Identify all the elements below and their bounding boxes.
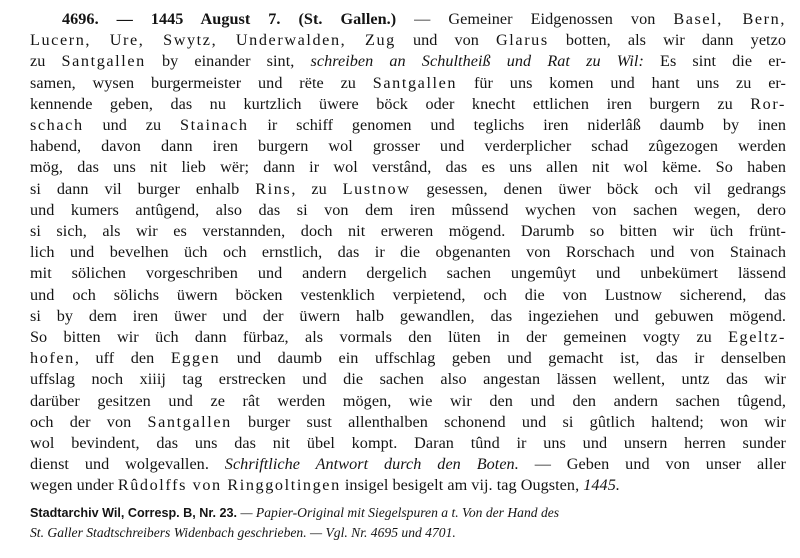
- text-segment: zu: [30, 52, 62, 71]
- entry-date-heading: — 1445 August 7. (St. Gallen.): [116, 10, 397, 28]
- text-segment: burger sust allenthalben schonend und si gûtlich haltend; won wir: [231, 412, 786, 431]
- text-line: [30, 9, 786, 30]
- spaced-name: Ror-: [750, 94, 786, 113]
- text-segment: ir schiff genomen und teglichs iren niderlâß daumb by inen: [248, 116, 787, 135]
- spaced-name: schach: [30, 116, 84, 135]
- text-line: [30, 306, 786, 327]
- text-segment: insigel besigelt am vij. tag Ougsten,: [340, 476, 584, 495]
- text-line: [30, 157, 786, 178]
- text-segment: wol bevindent, das uns das nit übel kompt. Daran tûnd ir uns und unsern herren sunder: [30, 434, 786, 453]
- text-line: [30, 30, 786, 51]
- spaced-name: Santgallen: [147, 412, 232, 431]
- text-segment: lich und bevelhen üch och ernstlich, das ir die obgenanten von Rorschach und von Stainach: [30, 243, 786, 262]
- text-segment: mit sölichen vorgeschriben und andern dergelich sachen ungemûyt und unbekümert lässend: [30, 264, 786, 283]
- text-segment: So bitten wir üch dann fürbaz, als vormals den lüten in der gemeinen vogty zu: [30, 328, 729, 347]
- archive-source: Stadtarchiv Wil, Corresp. B, Nr. 23.: [30, 505, 238, 520]
- text-segment: och der von: [30, 412, 148, 431]
- text-segment: darüber gesitzen und ze rât werden mögen, wie wir den und den andern sachen tûgend,: [30, 391, 786, 410]
- text-segment: si by dem iren üwer und der üwern halb gewandlen, das ingeziehen und gebuwen mögend.: [30, 306, 786, 325]
- text-segment: und och sölichs üwern böcken vestenklich verpietend, och die von Lustnow sicherend, das: [30, 285, 786, 304]
- text-line: [30, 51, 786, 72]
- text-line: [30, 412, 786, 433]
- text-line: [30, 263, 786, 284]
- text-segment: und zu: [83, 116, 180, 135]
- text-segment: kennende geben, das nu kurtzlich üwere böck oder knecht ettlichen iren burgern zu: [30, 94, 751, 113]
- text-segment: gesessen, denen üwer böck och vil gedrangs: [410, 179, 786, 198]
- spaced-name: Basel, Bern,: [673, 10, 786, 28]
- text-line: [30, 391, 786, 412]
- text-segment: habend, davon dann iren burgern wol grosser und verderplicher schad zûgezogen werden: [30, 137, 786, 156]
- text-line: [30, 200, 786, 221]
- text-segment: und von: [395, 31, 497, 50]
- text-segment: , uff den: [74, 349, 171, 368]
- spaced-name: Eggen: [170, 349, 221, 368]
- spaced-name: Santgallen: [61, 52, 146, 71]
- text-line: [30, 327, 786, 348]
- document-entry: [30, 9, 786, 497]
- footnote-line-2: St. Galler Stadtschreibers Widenbach geschrieben. — Vgl. Nr. 4695 und 4701.: [30, 524, 456, 540]
- text-line: [30, 242, 786, 263]
- text-segment: — Gemeiner Eidgenossen von: [396, 10, 674, 28]
- spaced-name: Lucern, Ure, Swytz, Underwalden, Zug: [30, 31, 396, 50]
- text-segment: Es sint die er-: [643, 52, 787, 71]
- footnote-description: — Papier-Original mit Siegelspuren a t. Von der Hand des: [237, 504, 560, 520]
- italic-note: Schriftliche Antwort durch den Boten.: [224, 455, 519, 474]
- text-segment: by einander sint,: [145, 52, 311, 71]
- text-line: [30, 475, 786, 496]
- text-line: [30, 369, 786, 390]
- text-line: [30, 136, 786, 157]
- text-line: [30, 454, 786, 475]
- text-line: [30, 348, 786, 369]
- text-line: [30, 115, 786, 136]
- text-line: [30, 285, 786, 306]
- text-segment: mög, das uns nit lieb wër; dann ir wol verstând, das es uns allen nit wol këme. So haben: [30, 158, 786, 177]
- italic-note: 1445.: [583, 476, 620, 495]
- text-line: [30, 179, 786, 200]
- text-line: [30, 94, 786, 115]
- italic-note: schreiben an Schultheiß und Rat zu Wil:: [310, 52, 644, 71]
- text-segment: si dann vil burger enhalb: [30, 179, 256, 198]
- spaced-name: Santgallen: [372, 73, 458, 92]
- text-line: [30, 433, 786, 454]
- footnote: [30, 503, 786, 542]
- text-segment: , zu: [291, 179, 343, 198]
- spaced-name: Stainach: [179, 116, 249, 135]
- text-segment: uffslag noch xiiij tag erstrecken und die sachen also angestan lässen wellent, untz das wir: [30, 370, 786, 389]
- text-segment: und kumers antûgend, also das si von dem iren mûssend wychen von sachen wegen, dero: [30, 200, 786, 219]
- spaced-name: Rins: [255, 179, 292, 198]
- text-segment: und daumb ein uffschlag geben und gemacht ist, das ir denselben: [220, 349, 786, 368]
- text-segment: samen, wysen burgermeister und rëte zu: [30, 73, 373, 92]
- text-segment: für uns komen und hant uns zu er-: [457, 73, 786, 92]
- text-line: [30, 73, 786, 94]
- text-segment: wegen under: [30, 476, 118, 495]
- footnote-line-1: [30, 503, 786, 523]
- spaced-name: hofen: [30, 349, 75, 368]
- text-segment: botten, als wir dann yetzo: [548, 31, 786, 50]
- spaced-name: Lustnow: [342, 179, 411, 198]
- spaced-name: Glarus: [496, 31, 549, 50]
- text-segment: dienst und wolgevallen.: [30, 455, 225, 474]
- spaced-name: Egeltz-: [728, 328, 786, 347]
- text-line: [30, 221, 786, 242]
- text-segment: si sich, als wir es verstannden, doch nit erweren mögend. Darumb so bitten wir üch frünt-: [30, 222, 786, 241]
- spaced-name: Rûdolffs von Ringgoltingen: [117, 476, 341, 495]
- entry-number: 4696.: [62, 10, 99, 28]
- text-segment: — Geben und von unser aller: [518, 455, 787, 474]
